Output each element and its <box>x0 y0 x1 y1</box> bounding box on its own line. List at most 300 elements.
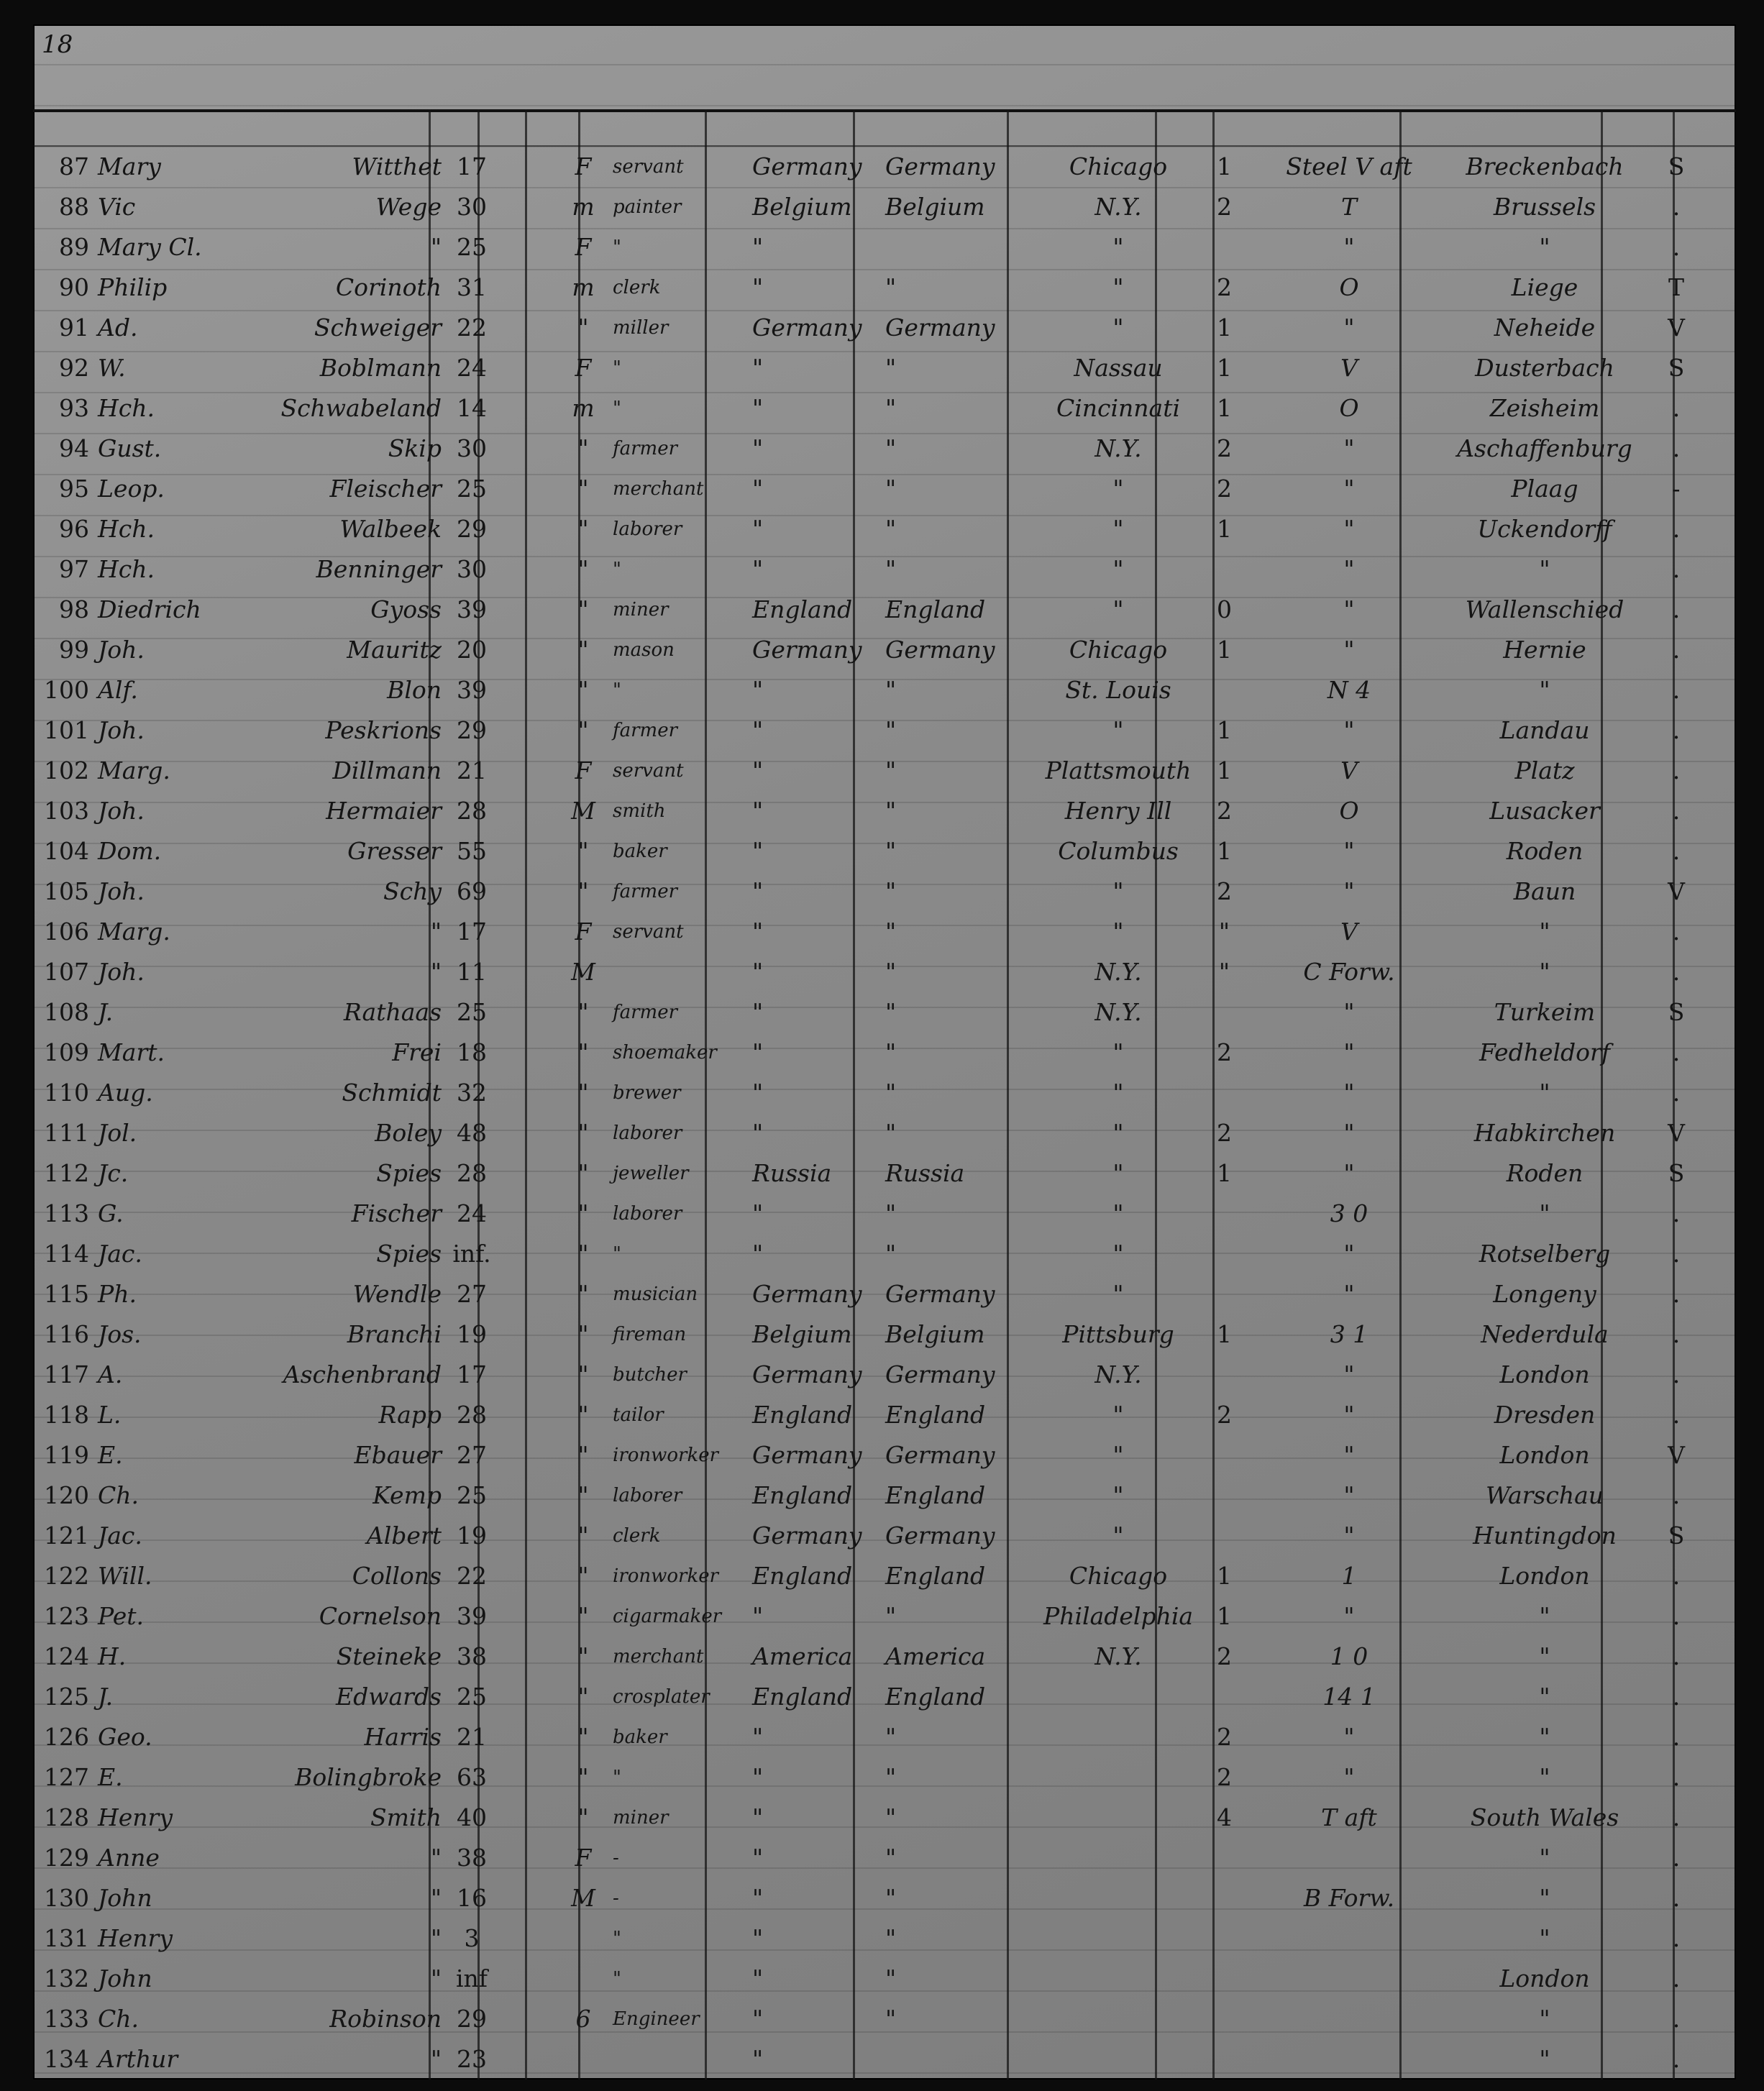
manifest-row <box>33 549 1736 590</box>
given-name: Jos. <box>98 1320 142 1348</box>
occupation: " <box>613 680 621 701</box>
sex: M <box>571 1884 595 1912</box>
sex: " <box>577 1562 589 1590</box>
piece-count: 1 <box>1217 1602 1232 1630</box>
manifest-row <box>33 227 1736 267</box>
occupation: fireman <box>613 1324 687 1345</box>
row-number: 89 <box>59 233 89 261</box>
surname: Rapp <box>378 1401 442 1429</box>
margin-mark: S <box>1668 1159 1685 1187</box>
margin-mark: V <box>1668 1119 1685 1147</box>
country: Germany <box>885 1280 995 1308</box>
last-residence: Brussels <box>1493 193 1596 221</box>
country: " <box>885 394 897 422</box>
last-residence: Huntingdon <box>1473 1522 1617 1550</box>
occupation: " <box>613 1928 621 1949</box>
manifest-row <box>33 308 1736 348</box>
age: 29 <box>457 2005 487 2033</box>
country: America <box>885 1642 986 1670</box>
berth-location: O <box>1339 797 1359 825</box>
age: 25 <box>457 475 487 503</box>
margin-mark: . <box>1672 1763 1681 1791</box>
manifest-row <box>33 388 1736 429</box>
nationality: America <box>752 1642 853 1670</box>
nationality: " <box>752 1763 764 1791</box>
last-residence: South Wales <box>1470 1803 1619 1831</box>
age: 28 <box>457 1401 487 1429</box>
berth-location: " <box>1343 1280 1355 1308</box>
last-residence: " <box>1539 2045 1550 2073</box>
given-name: Will. <box>98 1562 152 1590</box>
row-number: 100 <box>44 676 89 704</box>
sex: " <box>577 1522 589 1550</box>
last-residence: " <box>1539 1602 1550 1630</box>
row-number: 104 <box>44 837 89 865</box>
country: " <box>885 475 897 503</box>
manifest-row <box>33 1838 1736 1878</box>
occupation: farmer <box>613 881 678 902</box>
margin-mark: . <box>1672 555 1681 583</box>
occupation: servant <box>613 156 684 178</box>
manifest-row <box>33 710 1736 751</box>
given-name: John <box>98 1964 152 1992</box>
occupation: smith <box>613 800 666 822</box>
destination: Plattsmouth <box>1045 756 1192 784</box>
berth-location: " <box>1343 1159 1355 1187</box>
given-name: G. <box>98 1199 124 1227</box>
age: 19 <box>457 1320 487 1348</box>
country: " <box>885 354 897 382</box>
margin-mark: S <box>1668 152 1685 180</box>
occupation: clerk <box>613 277 661 298</box>
destination: Chicago <box>1069 1562 1168 1590</box>
manifest-row <box>33 1717 1736 1757</box>
sex: F <box>575 1844 592 1872</box>
nationality: " <box>752 1924 764 1952</box>
surname: Corinoth <box>335 273 442 301</box>
row-number: 132 <box>44 1964 89 1992</box>
sex: " <box>577 1481 589 1509</box>
piece-count: 0 <box>1217 595 1232 623</box>
manifest-row <box>33 1878 1736 1918</box>
last-residence: " <box>1539 1199 1550 1227</box>
piece-count: 1 <box>1217 837 1232 865</box>
occupation: baker <box>613 1726 667 1748</box>
margin-mark: V <box>1668 877 1685 905</box>
age: 3 <box>464 1924 480 1952</box>
berth-location: 14 1 <box>1322 1683 1376 1711</box>
nationality: Belgium <box>752 1320 852 1348</box>
nationality: " <box>752 998 764 1026</box>
berth-location: O <box>1339 273 1359 301</box>
surname: Harris <box>364 1723 442 1751</box>
header-rule <box>33 109 1736 112</box>
destination: " <box>1112 1079 1124 1107</box>
berth-location: 1 0 <box>1330 1642 1368 1670</box>
occupation: - <box>613 1888 619 1909</box>
row-number: 134 <box>44 2045 89 2073</box>
manifest-row <box>33 831 1736 871</box>
occupation: " <box>613 1767 621 1788</box>
manifest-row <box>33 751 1736 791</box>
country: England <box>885 1481 986 1509</box>
row-number: 87 <box>59 152 89 180</box>
destination: " <box>1112 273 1124 301</box>
nationality: " <box>752 1119 764 1147</box>
sex: " <box>577 636 589 664</box>
destination: Chicago <box>1069 636 1168 664</box>
sex: " <box>577 676 589 704</box>
piece-count: 1 <box>1217 515 1232 543</box>
row-number: 94 <box>59 434 89 462</box>
row-number: 112 <box>44 1159 89 1187</box>
surname: " <box>430 958 442 986</box>
age: 48 <box>457 1119 487 1147</box>
manifest-row <box>33 1596 1736 1637</box>
row-number: 124 <box>44 1642 89 1670</box>
age: 23 <box>457 2045 487 2073</box>
berth-location: T aft <box>1321 1803 1377 1831</box>
last-residence: Habkirchen <box>1473 1119 1616 1147</box>
destination: N.Y. <box>1094 434 1142 462</box>
berth-location: " <box>1343 595 1355 623</box>
nationality: " <box>752 515 764 543</box>
margin-mark: . <box>1672 2005 1681 2033</box>
nationality: " <box>752 877 764 905</box>
surname: Bolingbroke <box>295 1763 442 1791</box>
piece-count: 2 <box>1217 1763 1232 1791</box>
country: " <box>885 716 897 744</box>
nationality: Germany <box>752 636 862 664</box>
row-number: 133 <box>44 2005 89 2033</box>
country: " <box>885 756 897 784</box>
country: " <box>885 1964 897 1992</box>
destination: " <box>1112 1038 1124 1066</box>
occupation: brewer <box>613 1082 681 1104</box>
manifest-row <box>33 1999 1736 2039</box>
occupation: " <box>613 398 621 419</box>
given-name: Pet. <box>98 1602 145 1630</box>
manifest-row <box>33 147 1736 187</box>
country: Germany <box>885 314 995 342</box>
row-number: 116 <box>44 1320 89 1348</box>
margin-mark: . <box>1672 434 1681 462</box>
row-number: 99 <box>59 636 89 664</box>
manifest-row <box>33 670 1736 710</box>
surname: Skip <box>388 434 442 462</box>
occupation: merchant <box>613 478 704 500</box>
row-number: 129 <box>44 1844 89 1872</box>
country: " <box>885 555 897 583</box>
destination: " <box>1112 1119 1124 1147</box>
destination: " <box>1112 1280 1124 1308</box>
given-name: A. <box>98 1360 123 1388</box>
nationality: " <box>752 1240 764 1268</box>
surname: Schwabeland <box>280 394 442 422</box>
surname: Boblmann <box>319 354 442 382</box>
manifest-row <box>33 1918 1736 1959</box>
manifest-row <box>33 1959 1736 1999</box>
last-residence: Longeny <box>1493 1280 1596 1308</box>
surname: Branchi <box>347 1320 442 1348</box>
surname: Walbeek <box>339 515 442 543</box>
last-residence: Zeisheim <box>1489 394 1600 422</box>
sex: " <box>577 877 589 905</box>
nationality: " <box>752 1602 764 1630</box>
given-name: Ch. <box>98 1481 139 1509</box>
given-name: Alf. <box>98 676 138 704</box>
margin-mark: . <box>1672 1884 1681 1912</box>
occupation: merchant <box>613 1646 704 1667</box>
manifest-row <box>33 590 1736 630</box>
given-name: Dom. <box>98 837 162 865</box>
row-number: 113 <box>44 1199 89 1227</box>
surname: Spies <box>376 1159 442 1187</box>
piece-count: 1 <box>1217 1320 1232 1348</box>
piece-count: 4 <box>1217 1803 1232 1831</box>
given-name: Anne <box>98 1844 160 1872</box>
given-name: Joh. <box>98 636 145 664</box>
age: 29 <box>457 515 487 543</box>
last-residence: Breckenbach <box>1466 152 1624 180</box>
sex: " <box>577 1723 589 1751</box>
surname: Blon <box>387 676 442 704</box>
manifest-row <box>33 1435 1736 1475</box>
age: 14 <box>457 394 487 422</box>
row-number: 108 <box>44 998 89 1026</box>
surname: Schweiger <box>314 314 442 342</box>
last-residence: London <box>1499 1360 1590 1388</box>
age: 22 <box>457 314 487 342</box>
row-number: 105 <box>44 877 89 905</box>
country: " <box>885 676 897 704</box>
last-residence: " <box>1539 1079 1550 1107</box>
berth-location: " <box>1343 1522 1355 1550</box>
piece-count: 1 <box>1217 394 1232 422</box>
row-number: 130 <box>44 1884 89 1912</box>
piece-count: 1 <box>1217 354 1232 382</box>
last-residence: London <box>1499 1562 1590 1590</box>
given-name: J. <box>98 998 114 1026</box>
occupation: ironworker <box>613 1565 719 1587</box>
berth-location: " <box>1343 475 1355 503</box>
last-residence: " <box>1539 1763 1550 1791</box>
country: " <box>885 918 897 946</box>
berth-location: " <box>1343 515 1355 543</box>
occupation: painter <box>613 196 682 218</box>
sex: " <box>577 475 589 503</box>
piece-count: 2 <box>1217 475 1232 503</box>
sex: " <box>577 434 589 462</box>
last-residence: " <box>1539 2005 1550 2033</box>
berth-location: " <box>1343 877 1355 905</box>
manifest-row <box>33 992 1736 1033</box>
piece-count: 2 <box>1217 193 1232 221</box>
berth-location: " <box>1343 1079 1355 1107</box>
occupation: " <box>613 1243 621 1265</box>
berth-location: B Forw. <box>1303 1884 1395 1912</box>
margin-mark: S <box>1668 998 1685 1026</box>
row-number: 92 <box>59 354 89 382</box>
occupation: tailor <box>613 1404 664 1426</box>
country: " <box>885 837 897 865</box>
surname: Ebauer <box>354 1441 442 1469</box>
age: 19 <box>457 1522 487 1550</box>
country: Germany <box>885 1360 995 1388</box>
margin-mark: S <box>1668 354 1685 382</box>
surname: Spies <box>376 1240 442 1268</box>
given-name: L. <box>98 1401 122 1429</box>
nationality: " <box>752 676 764 704</box>
surname: " <box>430 1884 442 1912</box>
manifest-row <box>33 912 1736 952</box>
last-residence: Lusacker <box>1489 797 1600 825</box>
occupation: " <box>613 1968 621 1990</box>
age: 25 <box>457 998 487 1026</box>
given-name: Philip <box>98 273 168 301</box>
last-residence: Landau <box>1499 716 1590 744</box>
piece-count: " <box>1218 918 1230 946</box>
sex: " <box>577 1038 589 1066</box>
row-number: 111 <box>44 1119 89 1147</box>
berth-location: " <box>1343 1038 1355 1066</box>
piece-count: 2 <box>1217 1119 1232 1147</box>
last-residence: " <box>1539 233 1550 261</box>
last-residence: Hernie <box>1503 636 1586 664</box>
row-number: 125 <box>44 1683 89 1711</box>
occupation: butcher <box>613 1364 687 1386</box>
piece-count: 2 <box>1217 434 1232 462</box>
occupation: farmer <box>613 438 678 459</box>
berth-location: " <box>1343 1119 1355 1147</box>
age: 30 <box>457 193 487 221</box>
nationality: " <box>752 1844 764 1872</box>
last-residence: Aschaffenburg <box>1457 434 1632 462</box>
occupation: miner <box>613 599 669 621</box>
manifest-row <box>33 871 1736 912</box>
surname: " <box>430 2045 442 2073</box>
nationality: " <box>752 958 764 986</box>
surname: Frei <box>392 1038 442 1066</box>
nationality: " <box>752 837 764 865</box>
manifest-row <box>33 429 1736 469</box>
nationality: " <box>752 475 764 503</box>
age: 11 <box>457 958 487 986</box>
given-name: Jac. <box>98 1240 142 1268</box>
sex: F <box>575 152 592 180</box>
given-name: Diedrich <box>98 595 201 623</box>
destination: " <box>1112 1159 1124 1187</box>
page-number: 18 <box>42 30 73 59</box>
row-number: 91 <box>59 314 89 342</box>
margin-mark: . <box>1672 1562 1681 1590</box>
sex: " <box>577 1320 589 1348</box>
nationality: " <box>752 2045 764 2073</box>
given-name: Joh. <box>98 877 145 905</box>
destination: " <box>1112 1441 1124 1469</box>
country: " <box>885 1602 897 1630</box>
surname: Schy <box>383 877 442 905</box>
given-name: Hch. <box>98 555 155 583</box>
given-name: Mary <box>98 152 161 180</box>
nationality: " <box>752 233 764 261</box>
age: 25 <box>457 1481 487 1509</box>
piece-count: 2 <box>1217 1401 1232 1429</box>
nationality: " <box>752 1199 764 1227</box>
nationality: Germany <box>752 1360 862 1388</box>
last-residence: " <box>1539 555 1550 583</box>
surname: " <box>430 233 442 261</box>
nationality: Germany <box>752 152 862 180</box>
occupation: musician <box>613 1284 698 1305</box>
row-number: 122 <box>44 1562 89 1590</box>
berth-location: C Forw. <box>1303 958 1395 986</box>
country: " <box>885 434 897 462</box>
nationality: Germany <box>752 314 862 342</box>
berth-location: N 4 <box>1327 676 1371 704</box>
given-name: Arthur <box>98 2045 178 2073</box>
occupation: ironworker <box>613 1445 719 1466</box>
piece-count: 2 <box>1217 1642 1232 1670</box>
last-residence: " <box>1539 1683 1550 1711</box>
given-name: Ad. <box>98 314 138 342</box>
age: 17 <box>457 1360 487 1388</box>
age: 30 <box>457 434 487 462</box>
occupation: servant <box>613 921 684 943</box>
country: " <box>885 1803 897 1831</box>
given-name: Henry <box>98 1924 173 1952</box>
age: 32 <box>457 1079 487 1107</box>
nationality: Russia <box>752 1159 832 1187</box>
berth-location: O <box>1339 394 1359 422</box>
country: " <box>885 1038 897 1066</box>
given-name: Leop. <box>98 475 165 503</box>
manifest-row <box>33 1153 1736 1194</box>
nationality: " <box>752 1723 764 1751</box>
last-residence: Nederdula <box>1481 1320 1609 1348</box>
berth-location: " <box>1343 837 1355 865</box>
margin-mark: . <box>1672 1723 1681 1751</box>
last-residence: " <box>1539 1844 1550 1872</box>
margin-mark: . <box>1672 676 1681 704</box>
berth-location: " <box>1343 998 1355 1026</box>
berth-location: Steel V aft <box>1286 152 1412 180</box>
destination: Philadelphia <box>1043 1602 1194 1630</box>
destination: " <box>1112 1401 1124 1429</box>
sex: " <box>577 314 589 342</box>
age: 28 <box>457 797 487 825</box>
given-name: E. <box>98 1441 123 1469</box>
row-number: 98 <box>59 595 89 623</box>
age: 29 <box>457 716 487 744</box>
surname: Dillmann <box>332 756 442 784</box>
row-number: 114 <box>44 1240 89 1268</box>
country: Germany <box>885 636 995 664</box>
nationality: " <box>752 1964 764 1992</box>
row-number: 119 <box>44 1441 89 1469</box>
row-number: 110 <box>44 1079 89 1107</box>
destination: N.Y. <box>1094 1642 1142 1670</box>
age: 63 <box>457 1763 487 1791</box>
surname: Wege <box>375 193 442 221</box>
manifest-row <box>33 509 1736 549</box>
surname: Schmidt <box>342 1079 442 1107</box>
age: 18 <box>457 1038 487 1066</box>
country: " <box>885 1240 897 1268</box>
manifest-row <box>33 1757 1736 1798</box>
piece-count: 1 <box>1217 756 1232 784</box>
surname: Gyoss <box>370 595 442 623</box>
